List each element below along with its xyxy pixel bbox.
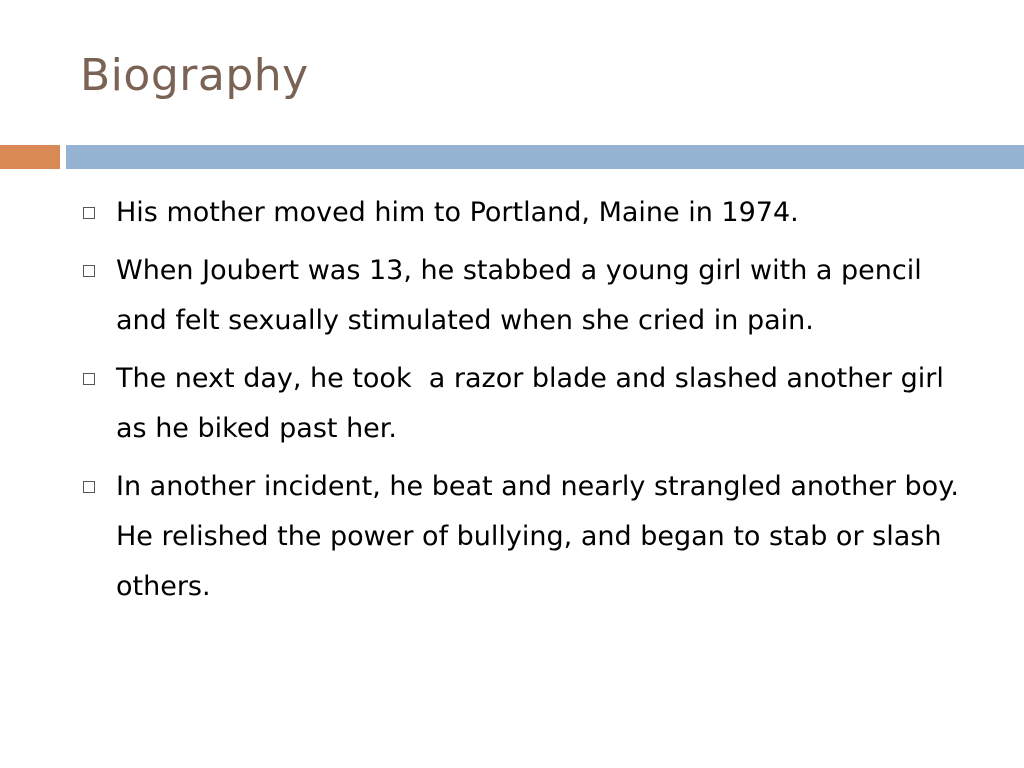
bullet-text: His mother moved him to Portland, Maine in 1974. — [116, 197, 799, 228]
list-item — [80, 246, 980, 346]
slide-title: Biography — [80, 50, 309, 101]
bullet-list — [80, 188, 980, 620]
title-divider-bar — [66, 145, 1024, 169]
title-divider-accent — [0, 145, 60, 169]
list-item — [80, 462, 980, 612]
bullet-text: When Joubert was 13, he stabbed a young girl with a pencil and felt sexually stimulated when she cried in pain. — [116, 255, 922, 336]
hollow-square-bullet-icon — [83, 373, 95, 385]
hollow-square-bullet-icon — [83, 265, 95, 277]
list-item — [80, 188, 980, 238]
bullet-text: The next day, he took a razor blade and slashed another girl as he biked past her. — [116, 363, 953, 444]
list-item — [80, 354, 980, 454]
hollow-square-bullet-icon — [83, 207, 95, 219]
hollow-square-bullet-icon — [83, 481, 95, 493]
bullet-text: In another incident, he beat and nearly strangled another boy. He relished the power of bullying, and began to stab or slash others. — [116, 471, 959, 602]
